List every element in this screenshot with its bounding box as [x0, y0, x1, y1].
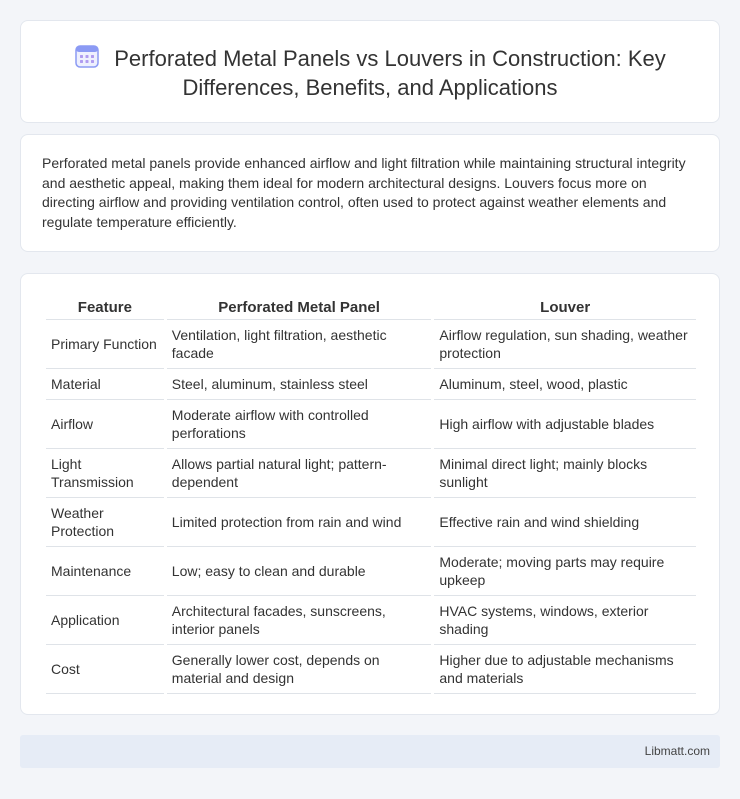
table-row [46, 449, 696, 498]
feature-cell: Light Transmission [46, 449, 164, 498]
header-perforated-metal-panel: Perforated Metal Panel [167, 296, 432, 320]
louver-cell: Higher due to adjustable mechanisms and materials [434, 645, 696, 694]
title-wrap [21, 43, 719, 102]
header-louver: Louver [434, 296, 696, 320]
comparison-table [43, 296, 699, 694]
table-row [46, 645, 696, 694]
louver-cell: Minimal direct light; mainly blocks sunlight [434, 449, 696, 498]
footer-brand-link[interactable]: Libmatt.com [644, 744, 710, 758]
panel-cell: Ventilation, light filtration, aesthetic facade [167, 320, 432, 369]
louver-cell: Aluminum, steel, wood, plastic [434, 369, 696, 400]
table-row [46, 547, 696, 596]
panel-cell: Limited protection from rain and wind [167, 498, 432, 547]
louver-cell: Airflow regulation, sun shading, weather protection [434, 320, 696, 369]
panel-cell: Steel, aluminum, stainless steel [167, 369, 432, 400]
intro-paragraph: Perforated metal panels provide enhanced airflow and light filtration while maintaining structural integrity and aesthetic appeal, making them ideal for modern architectural designs. Louvers focus more on directing airflow and providing ventilation control, often used to protect against weather elements and regulate temperature efficiently. [42, 155, 686, 230]
table-row [46, 320, 696, 369]
table-row [46, 498, 696, 547]
panel-cell: Architectural facades, sunscreens, interior panels [167, 596, 432, 645]
panel-cell: Moderate airflow with controlled perforations [167, 400, 432, 449]
calendar-icon [74, 43, 100, 69]
table-row [46, 400, 696, 449]
page-title: Perforated Metal Panels vs Louvers in Construction: Key Differences, Benefits, and Applications [114, 46, 666, 100]
table-row [46, 596, 696, 645]
panel-cell: Allows partial natural light; pattern-dependent [167, 449, 432, 498]
intro-card [20, 134, 720, 252]
louver-cell: High airflow with adjustable blades [434, 400, 696, 449]
feature-cell: Maintenance [46, 547, 164, 596]
feature-cell: Cost [46, 645, 164, 694]
table-header-row [46, 296, 696, 320]
table-row [46, 369, 696, 400]
panel-cell: Low; easy to clean and durable [167, 547, 432, 596]
feature-cell: Material [46, 369, 164, 400]
comparison-card [20, 273, 720, 715]
feature-cell: Airflow [46, 400, 164, 449]
louver-cell: Moderate; moving parts may require upkeep [434, 547, 696, 596]
footer [20, 735, 720, 768]
title-card [20, 20, 720, 123]
louver-cell: Effective rain and wind shielding [434, 498, 696, 547]
header-feature: Feature [46, 296, 164, 320]
feature-cell: Application [46, 596, 164, 645]
louver-cell: HVAC systems, windows, exterior shading [434, 596, 696, 645]
panel-cell: Generally lower cost, depends on material and design [167, 645, 432, 694]
feature-cell: Primary Function [46, 320, 164, 369]
feature-cell: Weather Protection [46, 498, 164, 547]
